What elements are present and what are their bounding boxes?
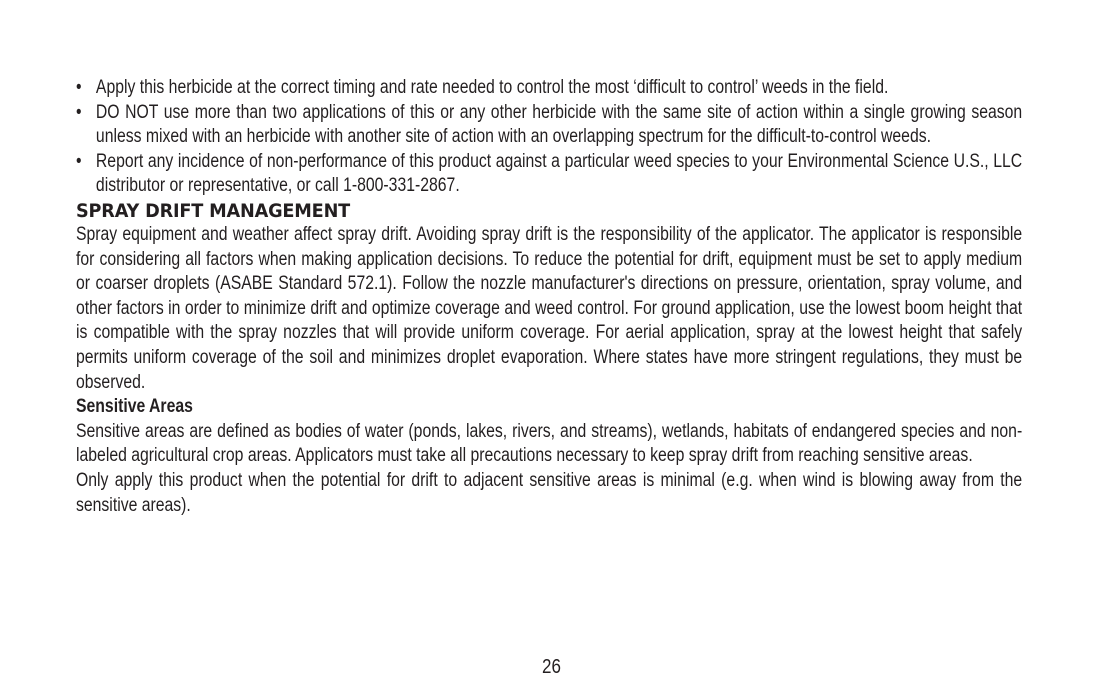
spray-drift-paragraph: Spray equipment and weather affect spray drift. Avoiding spray drift is the responsibility of the applicator. The applicator is responsible for considering all factors when making application decisions. To reduce the potential for drift, equipment must be set to apply medium or coarser droplets (ASABE Standard 572.1). Follow the nozzle manufacturer's directions on pressure, orientation, spray volume, and other factors in order to minimize drift and optimize coverage and weed control. For ground application, use the lowest boom height that is compatible with the spray nozzles that will provide uniform coverage. For aerial application, spray at the lowest height that safely permits uniform coverage of the soil and minimizes droplet evaporation. Where states have more stringent regulations, they must be observed. bbox=[76, 223, 1023, 393]
bullet-icon: • bbox=[76, 101, 82, 123]
bullet-list bbox=[76, 76, 1022, 199]
bullet-section bbox=[76, 76, 1022, 199]
bullet-text-3: Report any incidence of non-performance of this product against a particular weed species to your Environmental Science U.S., LLC distributor or representative, or call 1-800-331-2867. bbox=[95, 150, 1023, 197]
spray-drift-heading: SPRAY DRIFT MANAGEMENT bbox=[76, 199, 351, 222]
bullet-text-2: DO NOT use more than two applications of this or any other herbicide with the same site of action within a single growing season unless mixed with an herbicide with another site of action with an overlapping spectrum for the difficult-to-control weeds. bbox=[95, 101, 1023, 148]
bullet-icon: • bbox=[76, 77, 82, 98]
sensitive-areas-section bbox=[76, 420, 1022, 518]
bullet-item-1 bbox=[76, 76, 1022, 101]
bullet-item-3 bbox=[76, 150, 1022, 199]
sensitive-areas-paragraph-1: Sensitive areas are defined as bodies of water (ponds, lakes, rivers, and streams), wetlands, habitats of endangered species and non- labeled agricultural crop areas. Applicators must take all precautions necessary to keep spray drift from reaching sensitive areas. bbox=[76, 420, 1023, 467]
bullet-item-2 bbox=[76, 101, 1022, 150]
sensitive-areas-heading: Sensitive Areas bbox=[76, 396, 193, 418]
bullet-text-1: Apply this herbicide at the correct timing and rate needed to control the most ‘difficult to control’ weeds in the field. bbox=[95, 77, 889, 98]
spray-drift-section bbox=[76, 223, 1022, 395]
sensitive-areas-paragraph-2: Only apply this product when the potential for drift to adjacent sensitive areas is minimal (e.g. when wind is blowing away from the sensitive areas). bbox=[76, 469, 1023, 516]
page-number: 26 bbox=[542, 656, 561, 678]
bullet-icon: • bbox=[76, 150, 82, 172]
document-page bbox=[76, 76, 1022, 518]
